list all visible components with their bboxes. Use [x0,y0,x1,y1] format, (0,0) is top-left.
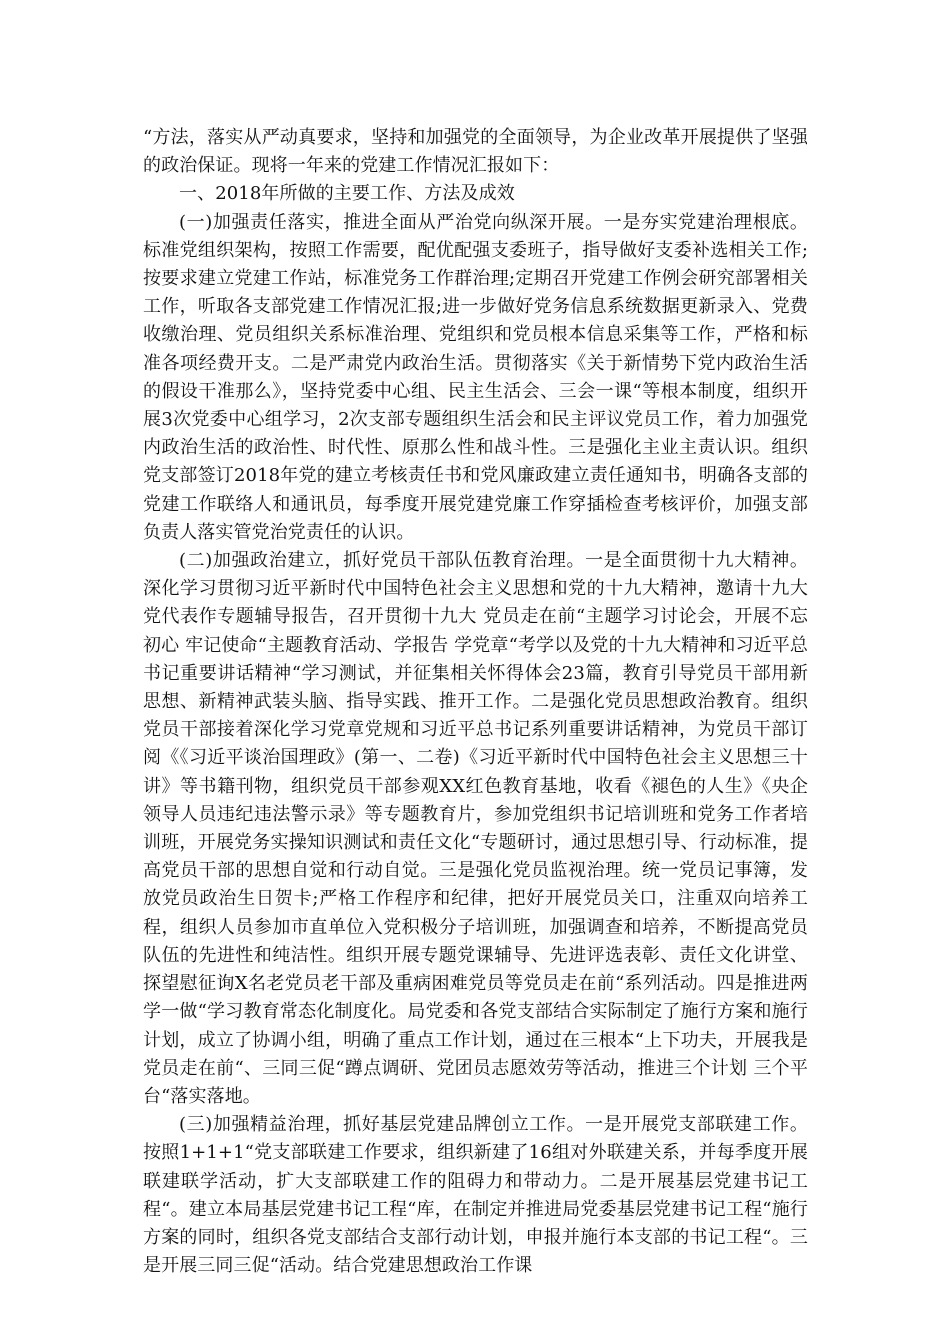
paragraph-opening: “方法，落实从严动真要求，坚持和加强党的全面领导，为企业改革开展提供了坚强的政治保证。现将一年来的党建工作情况汇报如下： [143,127,808,177]
document-body [143,124,808,1280]
paragraph-part-one: (一)加强责任落实，推进全面从严治党向纵深开展。一是夯实党建治理根底。标准党组织架构，按照工作需要，配优配强支委班子，指导做好支委补选相关工作;按要求建立党建工作站，标准党务工作群治理;定期召开党建工作例会研究部署相关工作，听取各支部党建工作情况汇报;进一步做好党务信息系统数据更新录入、党费收缴治理、党员组织关系标准治理、党组织和党员根本信息采集等工作，严格和标准各项经费开支。二是严肃党内政治生活。贯彻落实《关于新情势下党内政治生活的假设干准那么》，坚持党委中心组、民主生活会、三会一课“等根本制度，组织开展3次党委中心组学习，2次支部专题组织生活会和民主评议党员工作，着力加强党内政治生活的政治性、时代性、原那么性和战斗性。三是强化主业主责认识。组织党支部签订2018年党的建立考核责任书和党风廉政建立责任通知书，明确各支部的党建工作联络人和通讯员，每季度开展党建党廉工作穿插检查考核评价，加强支部负责人落实管党治党责任的认识。 [143,211,808,543]
section-heading: 一、2018年所做的主要工作、方法及成效 [179,183,515,205]
paragraph-part-two: (二)加强政治建立，抓好党员干部队伍教育治理。一是全面贯彻十九大精神。深化学习贯彻习近平新时代中国特色社会主义思想和党的十九大精神，邀请十九大党代表作专题辅导报告，召开贯彻十九大 党员走在前“主题学习讨论会，开展不忘初心 牢记使命“主题教育活动、学报告 学党章“考学以及党的十九大精神和习近平总书记重要讲话精神“学习测试，并征集相关怀得体会23篇，教育引导党员干部用新思想、新精神武装头脑、指导实践、推开工作。二是强化党员思想政治教育。组织党员干部接着深化学习党章党规和习近平总书记系列重要讲话精神，为党员干部订阅《《习近平谈治国理政》(第一、二卷)《习近平新时代中国特色社会主义思想三十讲》等书籍刊物，组织党员干部参观XX红色教育基地，收看《褪色的人生》《央企领导人员违纪违法警示录》等专题教育片，参加党组织书记培训班和党务工作者培训班，开展党务实操知识测试和责任文化“专题研讨，通过思想引导、行动标准，提高党员干部的思想自觉和行动自觉。三是强化党员监视治理。统一党员记事簿，发放党员政治生日贺卡;严格工作程序和纪律，把好开展党员关口，注重双向培养工程，组织人员参加市直单位入党积极分子培训班，加强调查和培养，不断提高党员队伍的先进性和纯洁性。组织开展专题党课辅导、先进评选表彰、责任文化讲堂、探望慰征询X名老党员老干部及重病困难党员等党员走在前“系列活动。四是推进两学一做“学习教育常态化制度化。局党委和各党支部结合实际制定了施行方案和施行计划，成立了协调小组，明确了重点工作计划，通过在三根本“上下功夫，开展我是党员走在前“、三同三促“蹲点调研、党团员志愿效劳等活动，推进三个计划 三个平台“落实落地。 [143,550,809,1107]
paragraph-part-three: (三)加强精益治理，抓好基层党建品牌创立工作。一是开展党支部联建工作。按照1+1+1“党支部联建工作要求，组织新建了16组对外联建关系，并每季度开展联建联学活动，扩大支部联建工作的阻碍力和带动力。二是开展基层党建书记工程“。建立本局基层党建书记工程“库，在制定并推进局党委基层党建书记工程“施行方案的同时，组织各党支部结合支部行动计划，申报并施行本支部的书记工程“。三是开展三同三促“活动。结合党建思想政治工作课 [143,1114,808,1277]
